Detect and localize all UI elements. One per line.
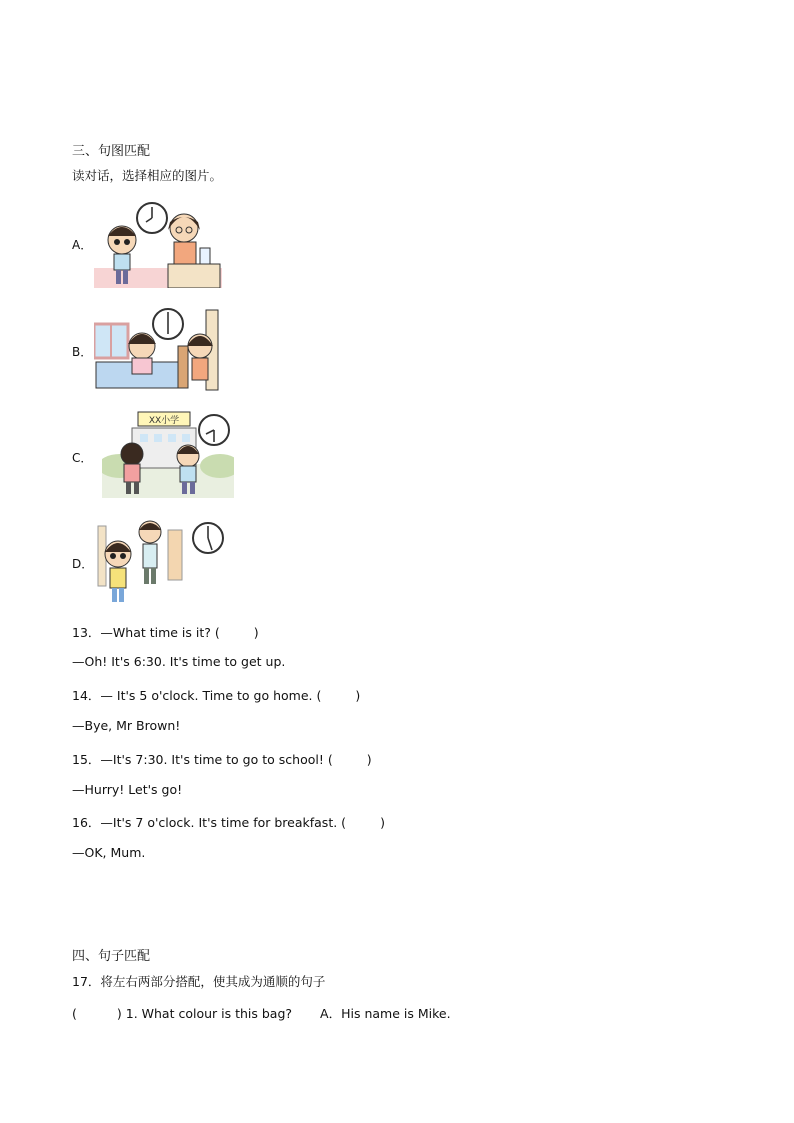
question-15-reply: —Hurry! Let's go!: [72, 782, 183, 797]
option-a-label: A．: [72, 238, 93, 252]
match-row-1-right: A．His name is Mike.: [320, 1006, 451, 1021]
question-13-reply: —Oh! It's 6:30. It's time to get up.: [72, 654, 286, 669]
question-14-reply: —Bye, Mr Brown!: [72, 718, 181, 733]
option-b-label: B．: [72, 345, 93, 359]
question-13: [72, 623, 259, 641]
question-15-close: ): [366, 752, 372, 767]
breakfast-scene-picture[interactable]: [94, 200, 222, 288]
school-gate-picture[interactable]: [102, 408, 234, 498]
option-d-label: D．: [72, 557, 94, 571]
question-14: [72, 686, 360, 704]
question-16: [72, 813, 385, 831]
question-16-prompt: 16．—It's 7 o'clock. It's time for breakfast. (: [72, 815, 347, 830]
match-row-1: [72, 1004, 451, 1022]
question-16-close: ): [380, 815, 385, 830]
question-14-prompt: 14．— It's 5 o'clock. Time to go home. (: [72, 688, 322, 703]
question-13-close: ): [253, 625, 259, 640]
question-15-prompt: 15．—It's 7:30. It's time to go to school! (: [72, 752, 333, 767]
leaving-school-picture[interactable]: [94, 516, 228, 608]
section3-heading: 三、句图匹配: [72, 144, 151, 159]
match-row-1-left: ) 1. What colour is this bag?: [116, 1006, 293, 1021]
question-13-prompt: 13．—What time is it? (: [72, 625, 220, 640]
school-sign-text: XX小学: [148, 416, 180, 426]
question-17-instruction: 17．将左右两部分搭配，使其成为通顺的句子: [72, 974, 326, 989]
section4-heading: 四、句子匹配: [72, 949, 151, 964]
question-16-reply: —OK, Mum.: [72, 845, 146, 860]
question-15: [72, 750, 372, 768]
question-14-close: ): [355, 688, 361, 703]
match-row-1-open: (: [72, 1006, 77, 1021]
bedroom-wakeup-picture[interactable]: [94, 306, 220, 394]
option-c-label: C．: [72, 451, 93, 465]
section3-instruction: 读对话，选择相应的图片。: [72, 168, 223, 183]
